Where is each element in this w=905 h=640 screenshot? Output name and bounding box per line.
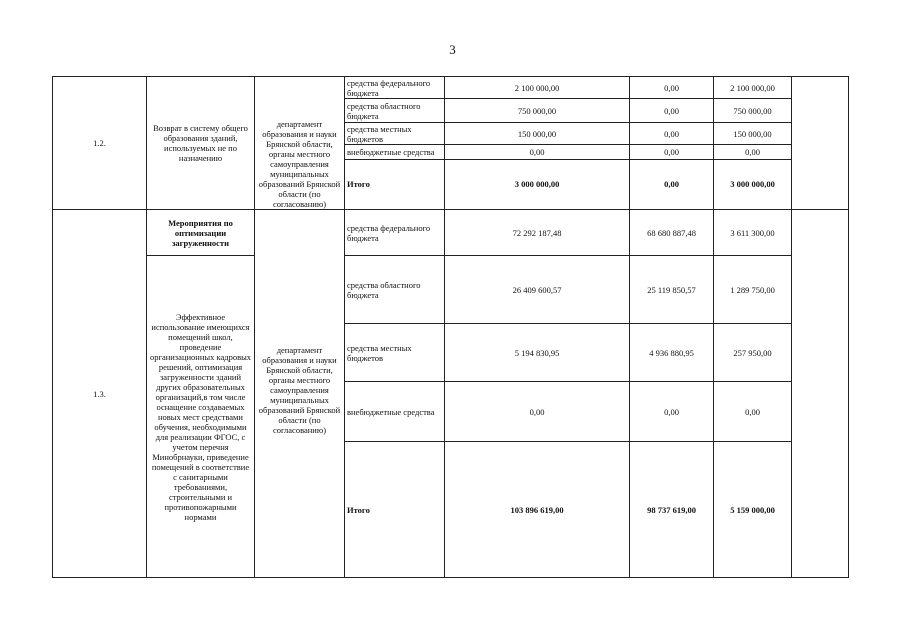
table-row	[53, 210, 849, 256]
funding-source-total: Итого	[345, 159, 445, 209]
empty-cell	[792, 210, 849, 578]
total-amount: 103 896 619,00	[445, 442, 630, 578]
empty-cell	[792, 77, 849, 210]
amount-col-2: 750 000,00	[714, 99, 792, 123]
total-amount: 3 000 000,00	[445, 159, 630, 209]
amount-col-1: 25 119 850,57	[630, 256, 714, 324]
funding-source: средства областного бюджета	[345, 256, 445, 324]
funding-source: средства местных бюджетов	[345, 123, 445, 145]
amount-col-1: 68 680 887,48	[630, 210, 714, 256]
table-row	[53, 77, 849, 99]
amount-col-2: 150 000,00	[714, 123, 792, 145]
amount-col-2: 0,00	[714, 145, 792, 159]
amount-col-1: 0,00	[630, 382, 714, 442]
funding-source: внебюджетные средства	[345, 382, 445, 442]
total-amount: 5 194 830,95	[445, 324, 630, 382]
amount-col-1: 4 936 880,95	[630, 324, 714, 382]
amount-col-2: 0,00	[714, 382, 792, 442]
funding-source: средства федерального бюджета	[345, 210, 445, 256]
amount-col-1: 0,00	[630, 77, 714, 99]
amount-col-2: 257 950,00	[714, 324, 792, 382]
funding-source: внебюджетные средства	[345, 145, 445, 159]
total-amount: 0,00	[445, 382, 630, 442]
amount-col-1: 0,00	[630, 159, 714, 209]
row-number: 1.2.	[53, 77, 147, 210]
total-amount: 150 000,00	[445, 123, 630, 145]
program-table	[52, 76, 849, 578]
page-number: 3	[449, 42, 456, 57]
measure-name: Возврат в систему общего образования зданий, используемых не по назначению	[147, 77, 255, 210]
funding-source: средства местных бюджетов	[345, 324, 445, 382]
row-number: 1.3.	[53, 210, 147, 578]
amount-col-1: 98 737 619,00	[630, 442, 714, 578]
total-amount: 2 100 000,00	[445, 77, 630, 99]
amount-col-1: 0,00	[630, 145, 714, 159]
total-amount: 72 292 187,48	[445, 210, 630, 256]
amount-col-2: 2 100 000,00	[714, 77, 792, 99]
responsible-party: департамент образования и науки Брянской области, органы местного самоуправления муниципальных образований Брянской области (по согласованию)	[255, 77, 345, 210]
amount-col-1: 0,00	[630, 123, 714, 145]
amount-col-2: 1 289 750,00	[714, 256, 792, 324]
total-amount: 26 409 600,57	[445, 256, 630, 324]
amount-col-2: 3 000 000,00	[714, 159, 792, 209]
measure-heading: Мероприятия по оптимизации загруженности	[147, 210, 255, 256]
amount-col-2: 3 611 300,00	[714, 210, 792, 256]
amount-col-2: 5 159 000,00	[714, 442, 792, 578]
responsible-party: департамент образования и науки Брянской области, органы местного самоуправления муниципальных образований Брянской области (по согласованию)	[255, 210, 345, 578]
total-amount: 750 000,00	[445, 99, 630, 123]
funding-source-total: Итого	[345, 442, 445, 578]
funding-source: средства областного бюджета	[345, 99, 445, 123]
measure-name: Эффективное использование имеющихся помещений школ, проведение организационных кадровых решений, оптимизация загруженности зданий других образовательных организаций,в том числе оснащение создаваемых новых мест средствами обучения, необходимыми для реализации ФГОС, с учетом перечня Минобрнауки, приведение помещений в соответствие с санитарными требованиями, строительными и противопожарными нормами	[147, 256, 255, 578]
funding-source: средства федерального бюджета	[345, 77, 445, 99]
amount-col-1: 0,00	[630, 99, 714, 123]
total-amount: 0,00	[445, 145, 630, 159]
